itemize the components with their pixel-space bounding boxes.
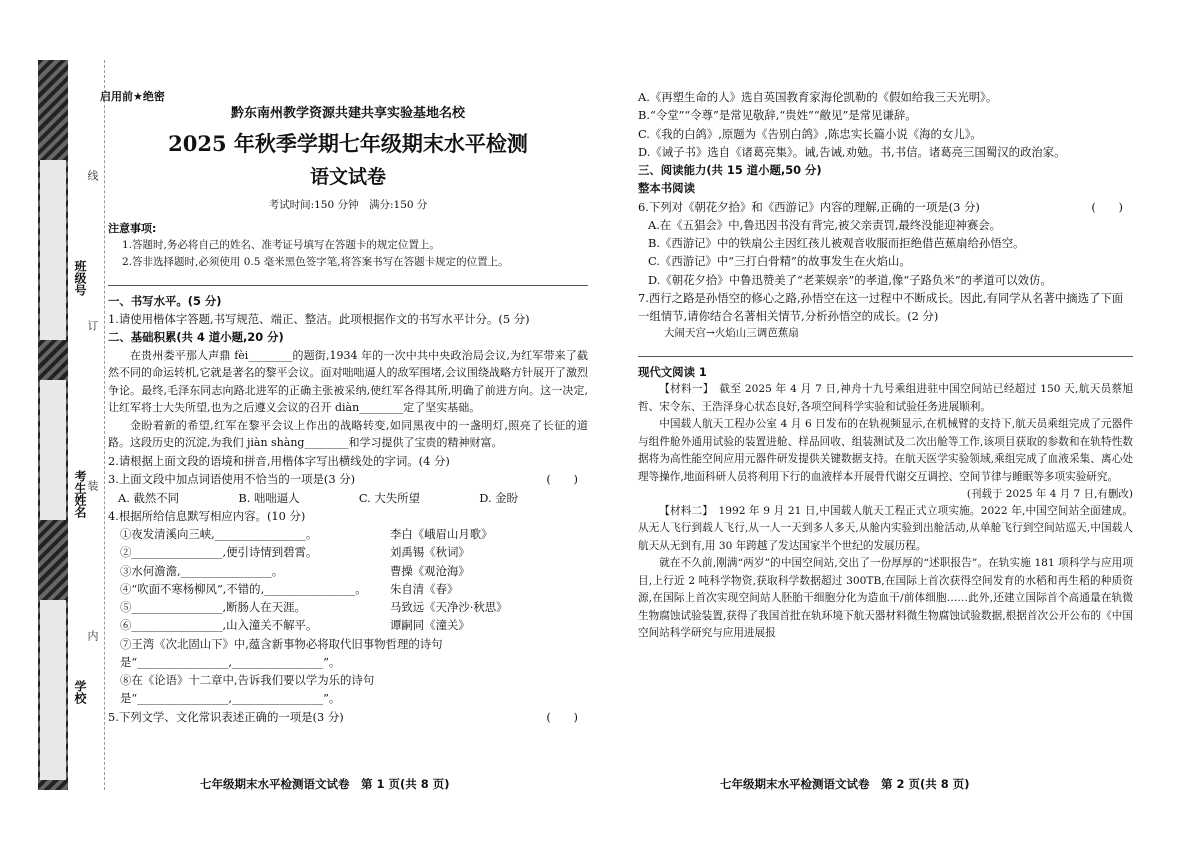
poem-line: ④“吹面不寒杨柳风”,不错的,________________。 [120,581,367,596]
cut-mark: 装 [86,480,99,491]
option: A. 截然不同 [118,490,180,505]
material-paragraph: 中国载人航天工程办公室 4 月 6 日发布的在轨视频显示,在机械臂的支持下,航天员乘组完成了元器件与组件舱外通用试验的装置进舱、样品回收、组装测试及二次出舱等工作,该项目获取的参数和在轨特性数据将为高性能空间应用元器件研发提供关键数据支持。在航天医学实验领域,乘组完成了血液采集、离心处理等操作,地面科研人员将利用下行的血液样本开展骨代谢交互调控、空间节律与睡眠等多项实验研究。 [638,418,1133,483]
option: B.“令堂”“令尊”是常见敬辞,“贵姓”“敝见”是常见谦辞。 [638,108,917,123]
notice-item: 2.答非选择题时,必须使用 0.5 毫米黑色签字笔,将答案书写在答题卡规定的位置上。 [122,255,509,268]
poem-line: ③水何澹澹,________________。 [120,563,284,578]
answer-paren: ( ) [546,472,578,487]
option: D. 金盼 [479,490,518,505]
page-footer: 七年级期末水平检测语文试卷 第 1 页(共 8 页) [200,777,450,791]
question-4: 4.根据所给信息默写相应内容。(10 分) [108,508,306,523]
option: C.《我的白鸽》,原题为《告别白鸽》,陈忠实长篇小说《海的女儿》。 [638,126,982,141]
cut-line [84,60,105,790]
notice-heading: 注意事项: [108,221,157,235]
section-heading: 一、书写水平。(5 分) [108,293,222,308]
poem-item [108,598,588,616]
poem-line: ⑤________________,断肠人在天涯。 [120,600,306,615]
poem-item [108,580,588,598]
material-paragraph: 【材料一】 截至 2025 年 4 月 7 日,神舟十九号乘组进驻中国空间站已经超过 150 天,航天员蔡旭哲、宋令东、王浩泽身心状态良好,各项空间科学实验和试验任务进展顺利。 [638,383,1133,413]
passage-paragraph: 在贵州娄平那人声鼎 fèi________的题街,1934 年的一次中共中央政治局会议,为红军带来了截然不同的命运转机,它就是著名的黎平会议。面对咄咄逼人的敌军围堵,会议围绕战略方针展开了激烈争论。最终,毛泽东同志向路北进军的正确主张被采纳,使红军各得其所,明确了前进方向。这一决定,让红军将士大失所望,也为之后遵义会议的召开 diàn________定了坚实基础。 [108,348,588,415]
question-text: 5.下列文学、文化常识表述正确的一项是(3 分) [108,709,344,724]
binding-strip [38,60,68,790]
poem-item [108,543,588,561]
option: C.《西游记》中“三打白骨精”的故事发生在火焰山。 [648,254,911,269]
divider [108,285,588,286]
option: C. 大失所望 [358,490,420,505]
divider [638,356,1133,357]
exam-info: 考试时间:150 分钟 满分:150 分 [268,198,428,211]
option: A.在《五猖会》中,鲁迅因书没有背完,被父亲责罚,最终没能迎神赛会。 [648,217,1002,232]
secret-label: 启用前★绝密 [100,90,165,103]
cut-mark: 订 [86,320,99,331]
question-7: 7.西行之路是孙悟空的修心之路,孙悟空在这一过程中不断成长。因此,有同学从名著中摘选了下面一组情节,请你结合名著相关情节,分析孙悟空的成长。(2 分) [638,290,1124,323]
poem-item: ⑦王湾《次北固山下》中,蕴含新事物必将取代旧事物哲理的诗句是“________________,________________”。 [120,636,443,669]
page-2 [638,88,1133,643]
notice-item: 1.答题时,务必将自己的姓名、准考证号填写在答题卡的规定位置上。 [122,239,440,252]
sub-heading: 整本书阅读 [638,181,695,196]
name-field-label: 考生姓名 [73,470,87,518]
school-name: 黔东南州教学资源共建共享实验基地名校 [230,106,465,121]
question-3 [108,470,588,488]
binding-light-panel [40,160,66,340]
poem-source: 谭嗣同《潼关》 [390,618,470,633]
plot-sequence: 大闹天宫→火焰山三调芭蕉扇 [664,327,799,340]
poem-source: 李白《峨眉山月歌》 [390,527,493,542]
school-field-label: 学校 [73,680,87,704]
material-paragraph: 【材料二】 1992 年 9 月 21 日,中国载人航天工程正式立项实施。2022 年,中国空间站全面建成。从无人飞行到载人飞行,从一人一天到多人多天,从舱内实验到出舱活动,从单舱飞行到空间站巡天,中国载人航天从无到有,用 30 年跨越了发达国家半个世纪的发展历程。 [638,504,1133,552]
section-heading: 二、基础积累(共 4 道小题,20 分) [108,330,284,345]
section-heading: 三、阅读能力(共 15 道小题,50 分) [638,163,822,177]
poem-line: ①夜发清溪向三峡,________________。 [120,527,318,542]
poem-item [108,562,588,580]
poem-source: 马致远《天净沙·秋思》 [390,600,508,615]
option: D.《朝花夕拾》中鲁迅赞美了“老莱娱亲”的孝道,像“子路负米”的孝道可以效仿。 [648,272,1052,287]
binding-light-panel [40,600,66,780]
options-row [108,489,518,507]
answer-paren: ( ) [546,709,578,724]
exam-title: 2025 年秋季学期七年级期末水平检测 [168,130,528,156]
subject-title: 语文试卷 [309,166,386,189]
option: D.《诫子书》选自《诸葛亮集》。诫,告诫,劝勉。书,书信。诸葛亮三国蜀汉的政治家。 [638,144,1066,159]
poem-item [108,525,588,543]
poem-source: 朱自清《春》 [390,581,459,596]
page-footer: 七年级期末水平检测语文试卷 第 2 页(共 8 页) [720,777,970,791]
question-text: 3.上面文段中加点词语使用不恰当的一项是(3 分) [108,472,356,487]
poem-source: 曹操《观沧海》 [390,563,470,578]
poem-line: ②________________,便引诗情到碧霄。 [120,545,318,560]
question-2: 2.请根据上面文段的语境和拼音,用楷体字写出横线处的字词。(4 分) [108,454,450,469]
question-1: 1.请使用楷体字答题,书写规范、端正、整洁。此项根据作文的书写水平计分。(5 分) [108,312,530,327]
sub-heading: 现代文阅读 1 [638,365,707,380]
option: B.《西游记》中的铁扇公主因红孩儿被观音收服而拒绝借芭蕉扇给孙悟空。 [648,236,1025,250]
material-source: (刊载于 2025 年 4 月 7 日,有删改) [966,488,1133,501]
question-5 [108,708,588,726]
page-1 [108,86,588,726]
passage-paragraph: 金盼着新的希望,红军在黎平会议上作出的战略转变,如同黑夜中的一盏明灯,照亮了长征的道路。这段历史的沉淀,为我们 jiàn shàng________和学习提供了宝贵的精神财富。 [108,418,588,450]
poem-line: ⑥________________,山入潼关不解平。 [120,618,318,633]
material-paragraph: 就在不久前,刚满“两岁”的中国空间站,交出了一份厚厚的“述职报告”。在轨实施 181 项科学与应用项目,上行近 2 吨科学物资,获取科学数据超过 300TB,在国际上首次获得空间发育的水稻和再生稻的种质资源,在国际上首次实现空间站人胚胎干细胞分化为造血干/前体细胞……此外,还建立国际首个高通量在轨微生物腐蚀试验装置,获得了我国首批在轨环境下航天器材料微生物腐蚀试验数据,根据首次公开公布的《中国空间站科学研究与应用进展报 [638,557,1133,640]
answer-paren: ( ) [1091,199,1123,214]
poem-source: 刘禹锡《秋词》 [390,545,470,560]
option: A.《再塑生命的人》选自英国教育家海伦凯勒的《假如给我三天光明》。 [638,90,998,104]
cut-mark: 线 [86,170,99,181]
poem-item: ⑧在《论语》十二章中,告诉我们要以学为乐的诗句是“________________,________________”。 [120,673,375,706]
cut-mark: 内 [86,630,99,641]
question-6 [638,198,1133,216]
question-text: 6.下列对《朝花夕拾》和《西游记》内容的理解,正确的一项是(3 分) [638,199,980,214]
binding-light-panel [40,380,66,520]
option: B. 咄咄逼人 [238,490,300,505]
class-field-label: 班级号 [73,260,87,296]
poem-item [108,616,588,634]
